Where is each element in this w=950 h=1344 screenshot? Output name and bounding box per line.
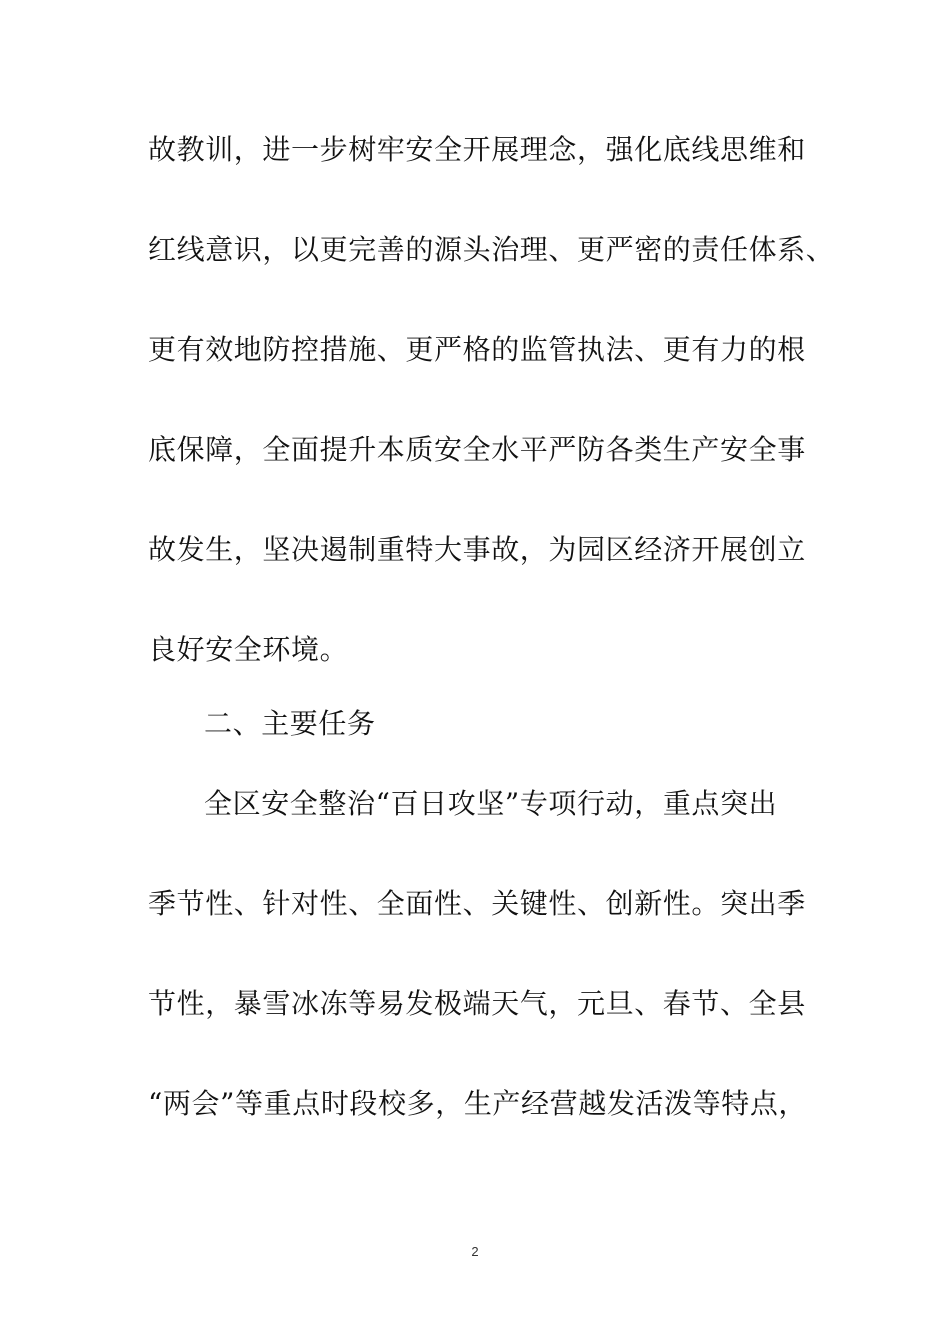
section-heading-main-tasks: 二、主要任务 [204, 707, 376, 740]
paragraph-line-3: 更有效地防控措施、更严格的监管执法、更有力的根 [148, 333, 806, 366]
paragraph-line-10: “两会”等重点时段校多，生产经营越发活泼等特点， [148, 1087, 808, 1120]
paragraph-line-4: 底保障，全面提升本质安全水平严防各类生产安全事 [148, 433, 806, 466]
paragraph-line-7: 全区安全整治“百日攻坚”专项行动，重点突出 [204, 787, 778, 820]
paragraph-line-5: 故发生，坚决遏制重特大事故，为园区经济开展创立 [148, 533, 806, 566]
paragraph-line-6: 良好安全环境。 [148, 633, 349, 666]
paragraph-line-1: 故教训，进一步树牢安全开展理念，强化底线思维和 [148, 133, 806, 166]
paragraph-line-9: 节性，暴雪冰冻等易发极端天气，元旦、春节、全县 [148, 987, 806, 1020]
paragraph-line-8: 季节性、针对性、全面性、关键性、创新性。突出季 [148, 887, 806, 920]
page-number: 2 [471, 1244, 479, 1259]
paragraph-line-2: 红线意识，以更完善的源头治理、更严密的责任体系、 [148, 233, 835, 266]
